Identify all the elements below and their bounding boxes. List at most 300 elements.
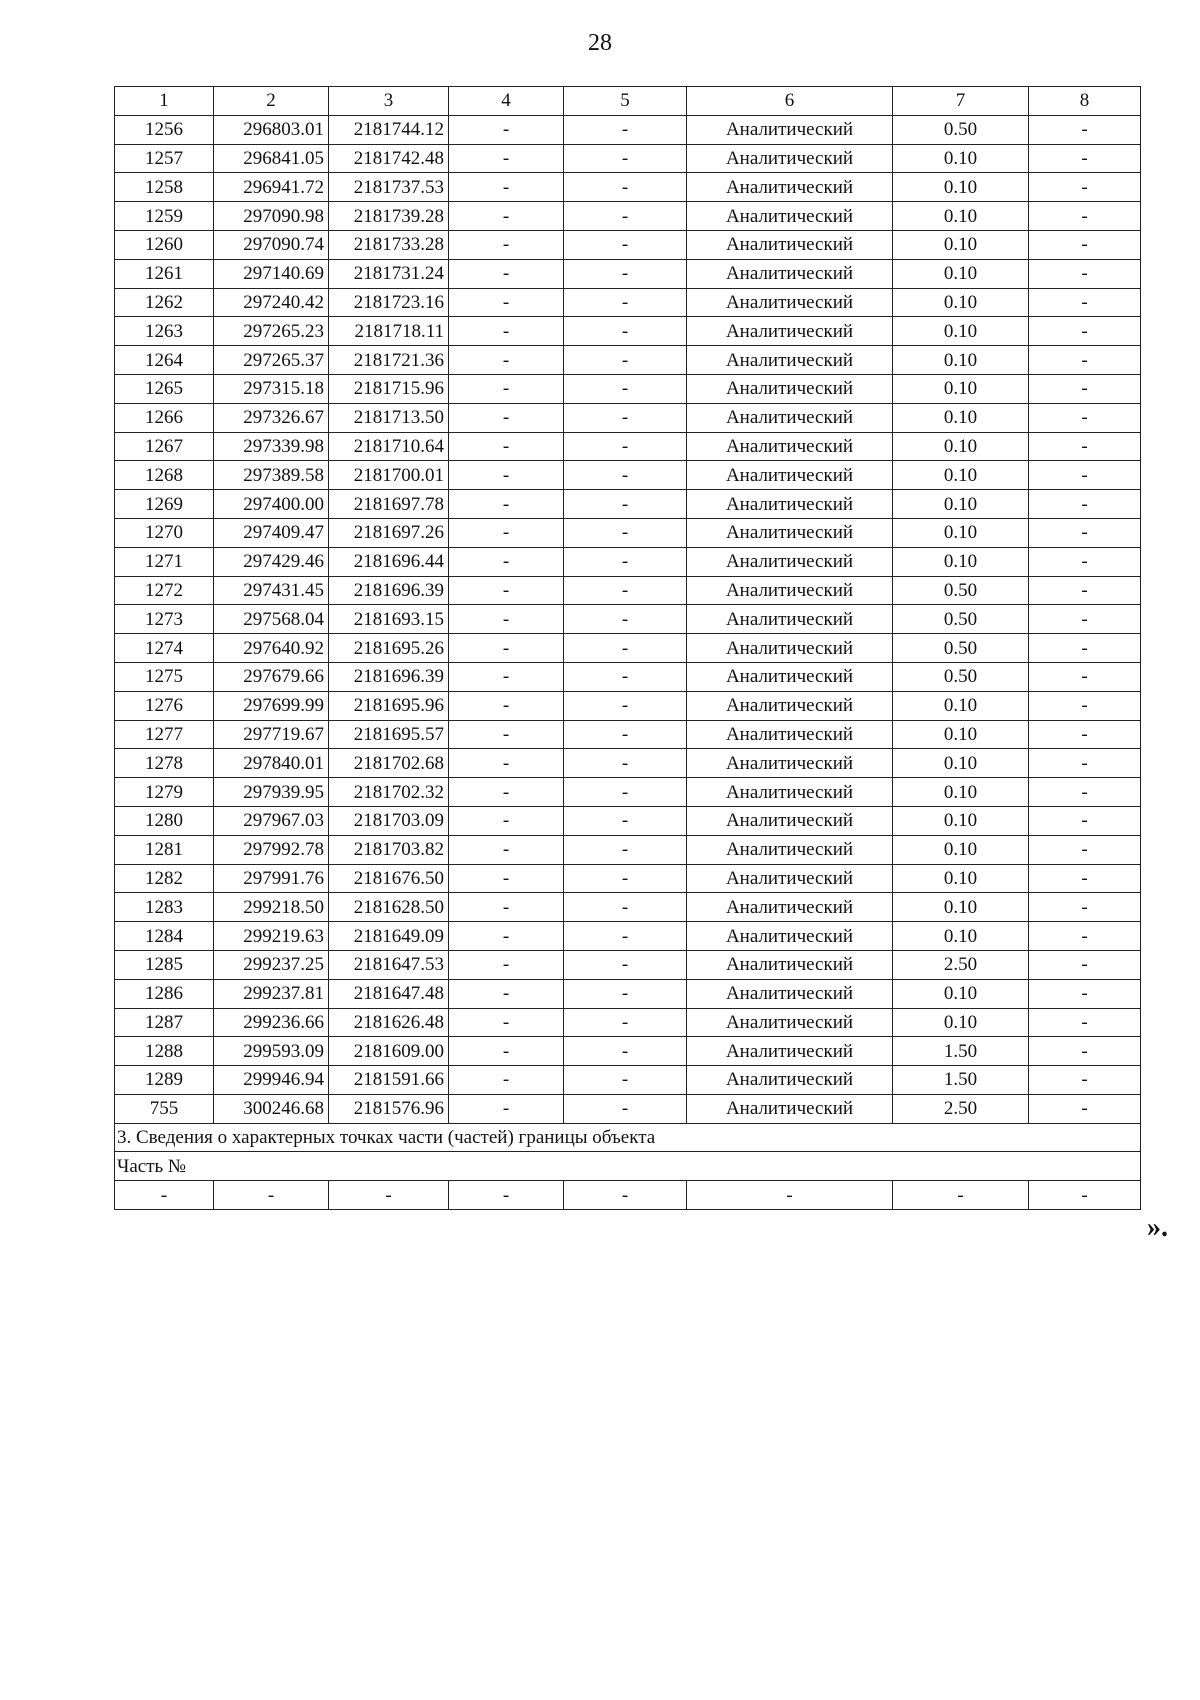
table-cell: 0.10: [893, 835, 1029, 864]
table-cell: 297719.67: [214, 720, 329, 749]
table-row: [115, 979, 1141, 1008]
table-cell: 1283: [115, 893, 214, 922]
table-cell: 296803.01: [214, 115, 329, 144]
table-cell: -: [449, 403, 564, 432]
table-row: [115, 432, 1141, 461]
table-cell: -: [564, 259, 687, 288]
table-cell: 0.10: [893, 461, 1029, 490]
table-cell: -: [449, 576, 564, 605]
table-cell: -: [1029, 1037, 1141, 1066]
table-row: [115, 346, 1141, 375]
table-cell: Аналитический: [687, 634, 893, 663]
table-cell: 297140.69: [214, 259, 329, 288]
table-cell: 0.10: [893, 432, 1029, 461]
table-cell: -: [1029, 950, 1141, 979]
table-cell: 296941.72: [214, 173, 329, 202]
table-cell: 297090.98: [214, 202, 329, 231]
table-row: [115, 922, 1141, 951]
table-cell: 297429.46: [214, 547, 329, 576]
table-cell: -: [449, 490, 564, 519]
table-cell: -: [449, 749, 564, 778]
table-cell: 2181695.96: [329, 691, 449, 720]
table-cell: -: [1029, 230, 1141, 259]
table-cell: 297699.99: [214, 691, 329, 720]
table-row: [115, 202, 1141, 231]
table-cell: Аналитический: [687, 317, 893, 346]
table-cell: 297640.92: [214, 634, 329, 663]
table-row: [115, 461, 1141, 490]
table-cell: -: [564, 893, 687, 922]
table-cell: -: [564, 490, 687, 519]
table-row: [115, 1094, 1141, 1123]
table-cell: -: [564, 346, 687, 375]
table-cell: -: [893, 1181, 1029, 1210]
table-cell: -: [1029, 1181, 1141, 1210]
table-row: [115, 835, 1141, 864]
table-cell: -: [564, 374, 687, 403]
table-cell: 0.10: [893, 317, 1029, 346]
table-cell: -: [1029, 346, 1141, 375]
table-cell: Аналитический: [687, 605, 893, 634]
table-cell: -: [1029, 576, 1141, 605]
table-cell: 2181744.12: [329, 115, 449, 144]
table-cell: 2181626.48: [329, 1008, 449, 1037]
table-cell: 0.50: [893, 115, 1029, 144]
table-row: [115, 778, 1141, 807]
table-cell: -: [564, 864, 687, 893]
table-cell: Аналитический: [687, 288, 893, 317]
table-cell: 300246.68: [214, 1094, 329, 1123]
table-cell: 297339.98: [214, 432, 329, 461]
table-cell: -: [449, 461, 564, 490]
table-cell: 1258: [115, 173, 214, 202]
table-cell: -: [564, 922, 687, 951]
column-header: 4: [449, 87, 564, 116]
table-cell: 1279: [115, 778, 214, 807]
table-cell: -: [564, 144, 687, 173]
table-row: [115, 173, 1141, 202]
table-cell: 2181695.57: [329, 720, 449, 749]
table-cell: Аналитический: [687, 922, 893, 951]
table-cell: 297967.03: [214, 806, 329, 835]
table-cell: -: [564, 1066, 687, 1095]
table-cell: Аналитический: [687, 950, 893, 979]
table-cell: 297939.95: [214, 778, 329, 807]
table-cell: 299237.25: [214, 950, 329, 979]
table-cell: Аналитический: [687, 115, 893, 144]
column-header: 6: [687, 87, 893, 116]
table-cell: -: [449, 979, 564, 1008]
table-cell: 2181733.28: [329, 230, 449, 259]
table-cell: Аналитический: [687, 893, 893, 922]
table-cell: 1262: [115, 288, 214, 317]
table-cell: -: [564, 403, 687, 432]
table-cell: 297326.67: [214, 403, 329, 432]
coordinates-table: [114, 86, 1141, 1210]
table-cell: 0.10: [893, 806, 1029, 835]
table-cell: 2181693.15: [329, 605, 449, 634]
table-cell: 2181702.68: [329, 749, 449, 778]
table-row: [115, 950, 1141, 979]
table-row: [115, 749, 1141, 778]
table-cell: -: [449, 1037, 564, 1066]
table-cell: 755: [115, 1094, 214, 1123]
table-cell: 0.10: [893, 979, 1029, 1008]
table-cell: Аналитический: [687, 691, 893, 720]
table-cell: -: [1029, 202, 1141, 231]
table-cell: Аналитический: [687, 518, 893, 547]
table-cell: 1278: [115, 749, 214, 778]
table-cell: 0.10: [893, 374, 1029, 403]
part-label-row: [115, 1152, 1141, 1181]
table-cell: 1256: [115, 115, 214, 144]
table-cell: -: [564, 288, 687, 317]
table-cell: 1265: [115, 374, 214, 403]
table-cell: 0.50: [893, 576, 1029, 605]
table-cell: -: [449, 115, 564, 144]
table-cell: 1.50: [893, 1037, 1029, 1066]
table-cell: -: [449, 230, 564, 259]
table-cell: 0.10: [893, 778, 1029, 807]
table-row: [115, 1008, 1141, 1037]
table-cell: 299946.94: [214, 1066, 329, 1095]
table-cell: -: [449, 518, 564, 547]
table-cell: -: [115, 1181, 214, 1210]
coordinates-table-wrapper: [114, 86, 1141, 1210]
section-heading: 3. Сведения о характерных точках части (частей) границы объекта: [115, 1123, 1141, 1152]
table-cell: -: [1029, 691, 1141, 720]
section-heading-row: [115, 1123, 1141, 1152]
table-cell: -: [1029, 634, 1141, 663]
table-cell: 2181696.39: [329, 576, 449, 605]
table-cell: -: [564, 979, 687, 1008]
table-cell: 1269: [115, 490, 214, 519]
column-header: 8: [1029, 87, 1141, 116]
table-cell: 0.10: [893, 202, 1029, 231]
table-row: [115, 490, 1141, 519]
table-cell: 2.50: [893, 950, 1029, 979]
table-cell: Аналитический: [687, 1008, 893, 1037]
table-cell: 1264: [115, 346, 214, 375]
table-cell: 0.10: [893, 403, 1029, 432]
table-cell: -: [449, 691, 564, 720]
table-cell: 0.10: [893, 749, 1029, 778]
table-cell: -: [564, 461, 687, 490]
table-cell: Аналитический: [687, 490, 893, 519]
table-cell: 0.10: [893, 144, 1029, 173]
table-cell: -: [449, 634, 564, 663]
table-cell: 1259: [115, 202, 214, 231]
table-row: [115, 259, 1141, 288]
table-cell: -: [564, 230, 687, 259]
table-cell: 2181697.26: [329, 518, 449, 547]
table-cell: 2181591.66: [329, 1066, 449, 1095]
table-cell: -: [214, 1181, 329, 1210]
table-cell: 1263: [115, 317, 214, 346]
table-cell: -: [449, 1094, 564, 1123]
table-row: [115, 374, 1141, 403]
table-cell: -: [449, 778, 564, 807]
table-cell: Аналитический: [687, 835, 893, 864]
table-cell: -: [564, 1037, 687, 1066]
table-cell: 297431.45: [214, 576, 329, 605]
table-cell: -: [1029, 1008, 1141, 1037]
table-cell: 2181703.82: [329, 835, 449, 864]
table-cell: 0.10: [893, 230, 1029, 259]
table-row: [115, 115, 1141, 144]
table-cell: 0.10: [893, 1008, 1029, 1037]
table-cell: -: [1029, 288, 1141, 317]
table-cell: 297840.01: [214, 749, 329, 778]
table-cell: -: [687, 1181, 893, 1210]
table-cell: -: [564, 432, 687, 461]
table-cell: -: [1029, 374, 1141, 403]
table-cell: 1267: [115, 432, 214, 461]
table-cell: 2181721.36: [329, 346, 449, 375]
table-row: [115, 230, 1141, 259]
table-row: [115, 806, 1141, 835]
table-row: [115, 547, 1141, 576]
table-cell: Аналитический: [687, 979, 893, 1008]
table-cell: -: [564, 720, 687, 749]
table-row: [115, 576, 1141, 605]
table-cell: -: [449, 317, 564, 346]
table-cell: -: [1029, 518, 1141, 547]
table-cell: -: [449, 1181, 564, 1210]
table-cell: -: [1029, 144, 1141, 173]
table-row: [115, 662, 1141, 691]
table-cell: 2181697.78: [329, 490, 449, 519]
table-cell: -: [1029, 720, 1141, 749]
table-row: [115, 144, 1141, 173]
table-cell: -: [564, 1008, 687, 1037]
table-cell: 1273: [115, 605, 214, 634]
table-cell: -: [449, 288, 564, 317]
table-row: [115, 518, 1141, 547]
table-cell: 299236.66: [214, 1008, 329, 1037]
table-cell: -: [449, 144, 564, 173]
table-cell: -: [1029, 749, 1141, 778]
table-cell: 1276: [115, 691, 214, 720]
table-cell: 0.10: [893, 518, 1029, 547]
table-cell: -: [564, 691, 687, 720]
table-cell: Аналитический: [687, 432, 893, 461]
table-cell: 1274: [115, 634, 214, 663]
table-row: [115, 1066, 1141, 1095]
table-cell: Аналитический: [687, 662, 893, 691]
table-cell: -: [1029, 403, 1141, 432]
header-row: [115, 87, 1141, 116]
table-cell: -: [564, 202, 687, 231]
table-cell: -: [564, 662, 687, 691]
table-cell: 1287: [115, 1008, 214, 1037]
table-cell: 0.10: [893, 490, 1029, 519]
table-cell: Аналитический: [687, 1066, 893, 1095]
table-cell: 297568.04: [214, 605, 329, 634]
table-cell: 2181647.48: [329, 979, 449, 1008]
table-cell: 1271: [115, 547, 214, 576]
table-cell: -: [329, 1181, 449, 1210]
table-row: [115, 720, 1141, 749]
closing-quote-mark: ».: [1147, 1212, 1168, 1243]
table-cell: -: [564, 950, 687, 979]
table-cell: -: [449, 950, 564, 979]
table-cell: 2181696.39: [329, 662, 449, 691]
table-cell: 2181702.32: [329, 778, 449, 807]
table-cell: 1286: [115, 979, 214, 1008]
table-cell: -: [449, 1008, 564, 1037]
table-cell: 1288: [115, 1037, 214, 1066]
table-cell: Аналитический: [687, 403, 893, 432]
column-header: 2: [214, 87, 329, 116]
table-cell: 2181628.50: [329, 893, 449, 922]
column-header: 3: [329, 87, 449, 116]
table-cell: -: [449, 835, 564, 864]
table-cell: -: [1029, 259, 1141, 288]
table-cell: 1277: [115, 720, 214, 749]
table-row: [115, 1037, 1141, 1066]
table-cell: Аналитический: [687, 778, 893, 807]
table-cell: 299219.63: [214, 922, 329, 951]
table-cell: 0.50: [893, 634, 1029, 663]
table-row: [115, 691, 1141, 720]
table-cell: -: [449, 432, 564, 461]
table-cell: 1260: [115, 230, 214, 259]
table-cell: 299237.81: [214, 979, 329, 1008]
column-header: 5: [564, 87, 687, 116]
table-cell: -: [449, 806, 564, 835]
table-cell: -: [564, 1094, 687, 1123]
table-cell: 0.10: [893, 864, 1029, 893]
table-cell: -: [564, 749, 687, 778]
table-cell: -: [564, 605, 687, 634]
table-cell: -: [449, 922, 564, 951]
table-cell: -: [1029, 662, 1141, 691]
table-cell: -: [564, 317, 687, 346]
table-cell: -: [1029, 115, 1141, 144]
table-cell: 297090.74: [214, 230, 329, 259]
table-row: [115, 288, 1141, 317]
table-cell: -: [1029, 806, 1141, 835]
table-cell: 1284: [115, 922, 214, 951]
table-cell: 0.10: [893, 288, 1029, 317]
table-cell: 297389.58: [214, 461, 329, 490]
table-cell: 0.50: [893, 605, 1029, 634]
table-cell: 0.10: [893, 922, 1029, 951]
table-cell: 2181696.44: [329, 547, 449, 576]
table-cell: 1281: [115, 835, 214, 864]
table-cell: -: [564, 173, 687, 202]
table-cell: 1285: [115, 950, 214, 979]
table-cell: -: [1029, 317, 1141, 346]
table-row: [115, 634, 1141, 663]
table-cell: 0.10: [893, 547, 1029, 576]
table-cell: -: [564, 806, 687, 835]
table-cell: -: [449, 720, 564, 749]
table-cell: 297240.42: [214, 288, 329, 317]
table-cell: -: [1029, 864, 1141, 893]
table-cell: 297265.23: [214, 317, 329, 346]
table-cell: 1282: [115, 864, 214, 893]
table-cell: -: [1029, 979, 1141, 1008]
table-row: [115, 317, 1141, 346]
table-cell: Аналитический: [687, 230, 893, 259]
table-cell: 297315.18: [214, 374, 329, 403]
table-cell: -: [1029, 173, 1141, 202]
table-cell: 297265.37: [214, 346, 329, 375]
table-cell: 2181576.96: [329, 1094, 449, 1123]
table-cell: -: [564, 1181, 687, 1210]
table-cell: 297409.47: [214, 518, 329, 547]
table-cell: 2181731.24: [329, 259, 449, 288]
table-cell: -: [564, 547, 687, 576]
table-cell: 2181676.50: [329, 864, 449, 893]
table-cell: -: [1029, 547, 1141, 576]
table-cell: -: [1029, 778, 1141, 807]
table-cell: 2181715.96: [329, 374, 449, 403]
table-cell: 1272: [115, 576, 214, 605]
table-cell: Аналитический: [687, 259, 893, 288]
table-cell: 2181739.28: [329, 202, 449, 231]
table-row: [115, 864, 1141, 893]
table-cell: 2181710.64: [329, 432, 449, 461]
table-cell: Аналитический: [687, 1094, 893, 1123]
column-header: 7: [893, 87, 1029, 116]
table-cell: -: [564, 115, 687, 144]
table-cell: 297679.66: [214, 662, 329, 691]
table-row: [115, 403, 1141, 432]
table-cell: -: [449, 1066, 564, 1095]
table-cell: 0.10: [893, 173, 1029, 202]
table-cell: 2181742.48: [329, 144, 449, 173]
table-cell: 1270: [115, 518, 214, 547]
table-cell: Аналитический: [687, 374, 893, 403]
table-cell: 2181649.09: [329, 922, 449, 951]
table-cell: 0.10: [893, 720, 1029, 749]
table-cell: 1275: [115, 662, 214, 691]
table-cell: 2181723.16: [329, 288, 449, 317]
table-cell: 1268: [115, 461, 214, 490]
table-cell: Аналитический: [687, 806, 893, 835]
table-cell: Аналитический: [687, 346, 893, 375]
table-cell: -: [1029, 893, 1141, 922]
table-cell: -: [1029, 835, 1141, 864]
table-cell: Аналитический: [687, 461, 893, 490]
table-cell: 0.10: [893, 893, 1029, 922]
page-number: 28: [588, 30, 612, 56]
table-cell: 1280: [115, 806, 214, 835]
table-cell: -: [449, 605, 564, 634]
table-cell: -: [1029, 1066, 1141, 1095]
table-cell: -: [564, 778, 687, 807]
table-cell: -: [449, 547, 564, 576]
table-cell: -: [564, 835, 687, 864]
table-cell: Аналитический: [687, 173, 893, 202]
table-cell: 2181713.50: [329, 403, 449, 432]
table-cell: -: [449, 662, 564, 691]
table-cell: -: [449, 202, 564, 231]
table-cell: Аналитический: [687, 576, 893, 605]
table-cell: Аналитический: [687, 720, 893, 749]
table-cell: 2.50: [893, 1094, 1029, 1123]
table-cell: 296841.05: [214, 144, 329, 173]
part-label: Часть №: [115, 1152, 1141, 1181]
table-cell: Аналитический: [687, 144, 893, 173]
table-cell: 2181718.11: [329, 317, 449, 346]
table-cell: 297991.76: [214, 864, 329, 893]
table-cell: 2181703.09: [329, 806, 449, 835]
table-cell: 299218.50: [214, 893, 329, 922]
